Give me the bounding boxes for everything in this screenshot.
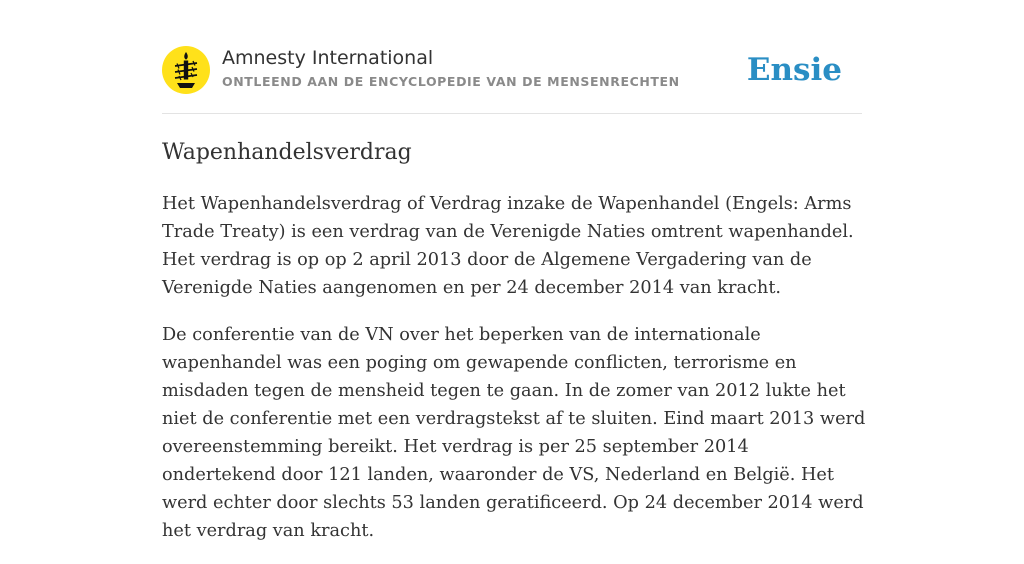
brand-name[interactable]: Amnesty International bbox=[222, 47, 434, 69]
header bbox=[162, 46, 862, 98]
site-logo[interactable]: Ensie bbox=[746, 52, 842, 88]
brand-subtitle: ONTLEEND AAN DE ENCYCLOPEDIE VAN DE MENSENRECHTEN bbox=[222, 74, 680, 89]
article-title: Wapenhandelsverdrag bbox=[162, 140, 412, 165]
amnesty-candle-icon[interactable] bbox=[162, 46, 210, 94]
article-body bbox=[162, 190, 866, 564]
article-paragraph: Het Wapenhandelsverdrag of Verdrag inzake de Wapenhandel (Engels: Arms Trade Treaty) is een verdrag van de Verenigde Naties omtrent wapenhandel. Het verdrag is op op 2 april 2013 door de Algemene Vergadering van de Verenigde Naties aangenomen en per 24 december 2014 van kracht. bbox=[162, 194, 854, 298]
header-divider bbox=[162, 113, 862, 114]
article-paragraph: De conferentie van de VN over het beperken van de internationale wapenhandel was een poging om gewapende conflicten, terrorisme en misdaden tegen de mensheid tegen te gaan. In de zomer van 2012 lukte het niet de conferentie met een verdragstekst af te sluiten. Eind maart 2013 werd overeenstemming bereikt. Het verdrag is per 25 september 2014 ondertekend door 121 landen, waaronder de VS, Nederland en België. Het werd echter door slechts 53 landen geratificeerd. Op 24 december 2014 werd het verdrag van kracht. bbox=[162, 325, 866, 541]
